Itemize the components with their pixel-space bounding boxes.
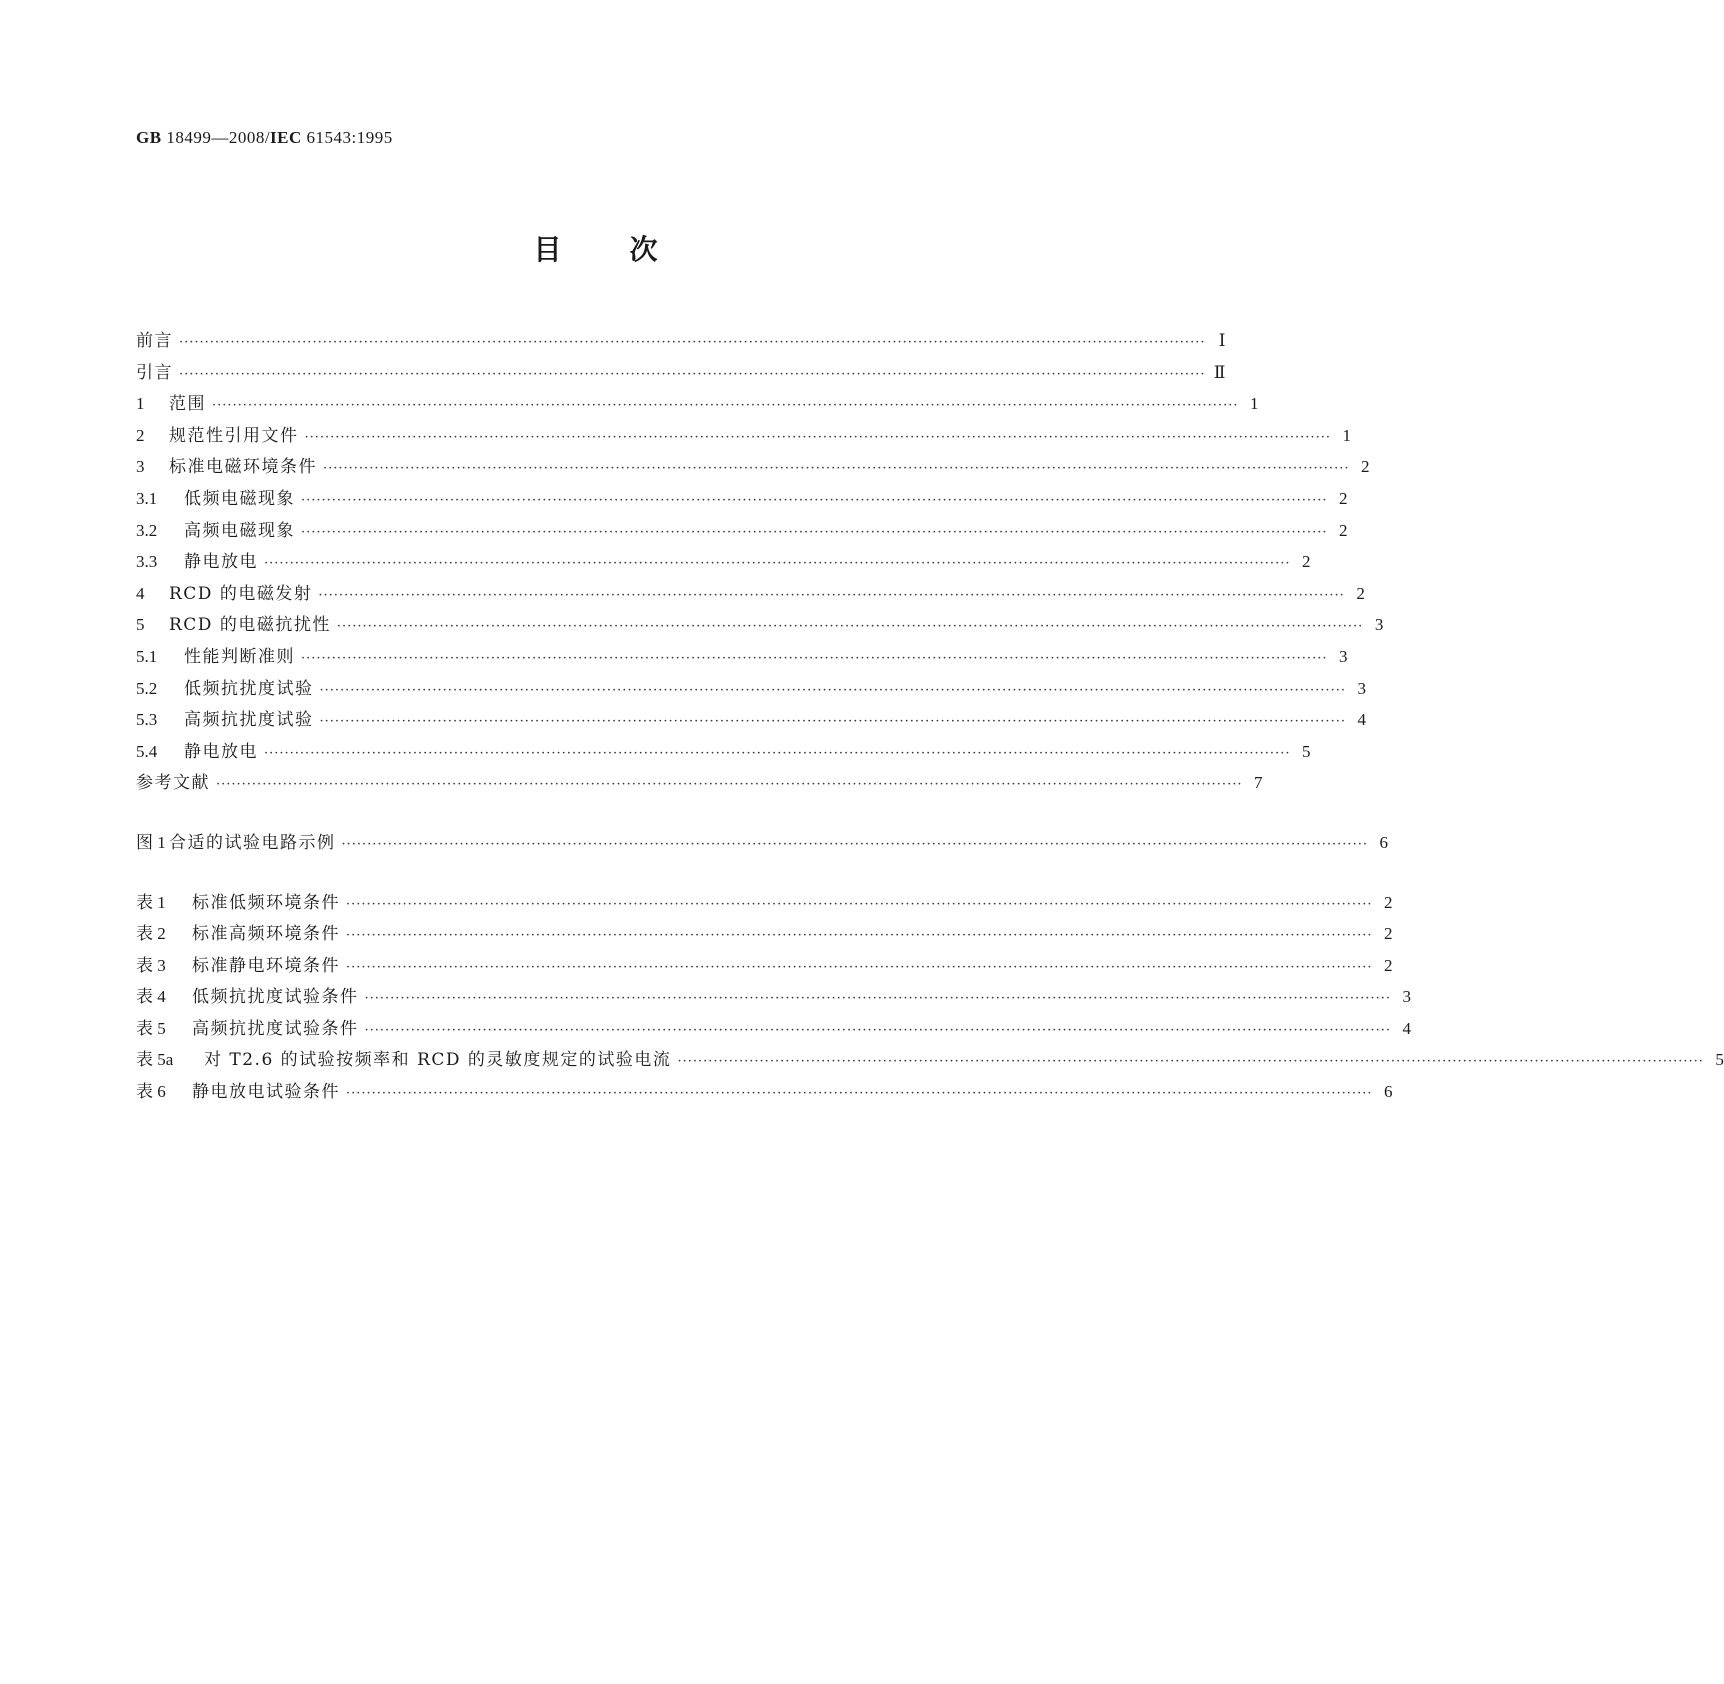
toc-dot-leader: ········································································································································································································ bbox=[216, 777, 1243, 793]
toc-entry-label: RCD 的电磁抗扰性 bbox=[169, 615, 331, 636]
toc-entry-label: 低频抗扰度试验条件 bbox=[192, 987, 359, 1008]
toc-entry[interactable] bbox=[136, 610, 1384, 642]
toc-entry[interactable] bbox=[136, 452, 1370, 484]
toc-entry-page-number: 2 bbox=[1383, 955, 1393, 975]
page-title: 目次 bbox=[533, 233, 726, 266]
toc-entry-number: 表 3 bbox=[136, 955, 166, 975]
toc-entry[interactable] bbox=[136, 326, 1226, 358]
toc-entry-label: 范围 bbox=[169, 394, 206, 415]
toc-entry[interactable] bbox=[136, 484, 1348, 516]
toc-entry-number: 5.2 bbox=[136, 678, 158, 698]
toc-entry-page-number: 4 bbox=[1402, 1018, 1411, 1038]
toc-entry-page-number: 2 bbox=[1360, 457, 1370, 477]
toc-entry-page-number: 7 bbox=[1253, 773, 1263, 793]
toc-dot-leader: ········································································································································································································ bbox=[179, 335, 1206, 350]
toc-dot-leader: ········································································································································································································ bbox=[346, 896, 1373, 912]
toc-entry-number: 4 bbox=[136, 583, 145, 603]
toc-entry[interactable] bbox=[136, 421, 1351, 453]
iec-number: 61543:1995 bbox=[306, 128, 393, 147]
toc-entry-number: 图 1 bbox=[136, 832, 166, 852]
toc-entry[interactable] bbox=[136, 516, 1348, 548]
toc-entry-page-number: 2 bbox=[1338, 520, 1348, 540]
toc-entry-page-number: 6 bbox=[1379, 832, 1388, 852]
toc-dot-leader: ········································································································································································································ bbox=[336, 619, 1364, 635]
toc-entry-page-number: 1 bbox=[1342, 425, 1351, 445]
toc-entry-label: 静电放电 bbox=[184, 552, 258, 573]
toc-entry-number: 5 bbox=[136, 615, 145, 635]
standard-code-header bbox=[136, 128, 393, 148]
toc-entry[interactable] bbox=[136, 1014, 1411, 1046]
toc-entry-page-number: 3 bbox=[1338, 646, 1348, 666]
gb-prefix: GB bbox=[136, 128, 162, 147]
toc-entry[interactable] bbox=[136, 768, 1263, 800]
toc-entry-number: 表 2 bbox=[136, 924, 166, 944]
toc-entry-number: 表 6 bbox=[136, 1082, 166, 1102]
toc-dot-leader: ········································································································································································································ bbox=[301, 524, 1328, 540]
toc-entry-page-number: 5 bbox=[1301, 741, 1311, 761]
toc-entry-page-number: 6 bbox=[1383, 1082, 1393, 1102]
toc-entry-number: 3 bbox=[136, 457, 145, 477]
toc-entry-page-number: 3 bbox=[1357, 678, 1366, 698]
toc-entry[interactable] bbox=[136, 547, 1311, 579]
toc-entry-label: 高频电磁现象 bbox=[184, 520, 295, 541]
toc-entry-label: 参考文献 bbox=[136, 773, 210, 794]
toc-entry[interactable] bbox=[136, 674, 1366, 706]
toc-entry-page-number: 2 bbox=[1383, 892, 1393, 912]
toc-entry[interactable] bbox=[136, 642, 1348, 674]
toc-dot-leader: ········································································································································································································ bbox=[301, 492, 1328, 508]
toc-entry[interactable] bbox=[136, 737, 1311, 769]
toc-entry-label: 性能判断准则 bbox=[184, 646, 295, 667]
toc-dot-leader: ········································································································································································································ bbox=[346, 928, 1373, 944]
toc-entry-label: 静电放电 bbox=[184, 741, 258, 762]
toc-entry-label: 前言 bbox=[136, 331, 173, 351]
toc-dot-leader: ········································································································································································································ bbox=[304, 429, 1331, 445]
toc-dot-leader: ········································································································································································································ bbox=[341, 836, 1368, 852]
toc-entry-page-number: 1 bbox=[1249, 394, 1259, 414]
toc-entry-number: 5.4 bbox=[136, 741, 158, 761]
toc-entry-number: 3.3 bbox=[136, 552, 158, 572]
toc-dot-leader: ········································································································································································································ bbox=[346, 1086, 1373, 1102]
toc-entry-number: 表 4 bbox=[136, 987, 166, 1007]
toc-entry-page-number: 2 bbox=[1338, 488, 1348, 508]
toc-entry[interactable] bbox=[136, 828, 1388, 860]
toc-entry-label: 标准静电环境条件 bbox=[192, 955, 340, 976]
toc-entry-number: 表 1 bbox=[136, 892, 166, 912]
toc-entry-label: 高频抗扰度试验条件 bbox=[192, 1018, 359, 1039]
toc-entry-page-number: 4 bbox=[1357, 710, 1366, 730]
toc-dot-leader: ········································································································································································································ bbox=[179, 366, 1206, 382]
toc-dot-leader: ········································································································································································································ bbox=[364, 1022, 1391, 1038]
toc-dot-leader: ········································································································································································································ bbox=[346, 959, 1373, 975]
toc-entry-number: 表 5 bbox=[136, 1018, 166, 1038]
toc-entry[interactable] bbox=[136, 888, 1393, 920]
toc-entry-number: 表 5a bbox=[136, 1050, 174, 1070]
toc-entry-page-number: Ⅰ bbox=[1218, 331, 1226, 350]
toc-dot-leader: ········································································································································································································ bbox=[212, 398, 1239, 414]
iec-prefix: IEC bbox=[270, 128, 302, 147]
toc-entry[interactable] bbox=[136, 951, 1393, 983]
toc-entry-label: 标准高频环境条件 bbox=[192, 924, 340, 945]
toc-entry-number: 3.1 bbox=[136, 488, 158, 508]
toc-entry-number: 5.3 bbox=[136, 710, 158, 730]
toc-entry[interactable] bbox=[136, 982, 1411, 1014]
toc-entry-page-number: Ⅱ bbox=[1213, 362, 1226, 382]
toc-dot-leader: ········································································································································································································ bbox=[677, 1054, 1704, 1070]
toc-dot-leader: ········································································································································································································ bbox=[301, 650, 1328, 666]
toc-entry[interactable] bbox=[136, 358, 1226, 390]
toc-entry[interactable] bbox=[136, 579, 1365, 611]
table-of-contents bbox=[136, 326, 1724, 1109]
toc-entry-label: 高频抗扰度试验 bbox=[184, 710, 314, 731]
toc-dot-leader: ········································································································································································································ bbox=[319, 714, 1346, 730]
toc-entry-label: 合适的试验电路示例 bbox=[169, 832, 336, 853]
toc-entry-page-number: 3 bbox=[1402, 987, 1411, 1007]
toc-dot-leader: ········································································································································································································ bbox=[319, 682, 1346, 698]
toc-entry[interactable] bbox=[136, 919, 1393, 951]
toc-entry-label: 静电放电试验条件 bbox=[192, 1082, 340, 1103]
toc-dot-leader: ········································································································································································································ bbox=[364, 991, 1391, 1007]
toc-entry[interactable] bbox=[136, 705, 1366, 737]
toc-dot-leader: ········································································································································································································ bbox=[264, 745, 1291, 761]
toc-entry-page-number: 2 bbox=[1301, 552, 1311, 572]
toc-entry-label: 对 T2.6 的试验按频率和 RCD 的灵敏度规定的试验电流 bbox=[204, 1050, 672, 1071]
toc-entry-label: 标准低频环境条件 bbox=[192, 892, 340, 913]
section-spacer bbox=[136, 860, 1058, 888]
toc-dot-leader: ········································································································································································································ bbox=[264, 556, 1291, 572]
toc-entry-number: 3.2 bbox=[136, 520, 158, 540]
toc-entry-label: 引言 bbox=[136, 362, 173, 383]
toc-entry-number: 5.1 bbox=[136, 646, 158, 666]
toc-entry-label: 低频电磁现象 bbox=[184, 488, 295, 509]
toc-entry-page-number: 5 bbox=[1715, 1050, 1724, 1070]
toc-entry-page-number: 2 bbox=[1356, 583, 1365, 603]
toc-entry-page-number: 3 bbox=[1374, 615, 1384, 635]
toc-entry[interactable] bbox=[136, 1045, 1724, 1077]
toc-entry-number: 1 bbox=[136, 394, 145, 414]
toc-entry-label: 标准电磁环境条件 bbox=[169, 457, 317, 478]
standard-number: 18499—2008/ bbox=[166, 128, 271, 147]
section-spacer bbox=[136, 800, 1058, 828]
toc-entry-number: 2 bbox=[136, 425, 145, 445]
toc-dot-leader: ········································································································································································································ bbox=[318, 587, 1345, 603]
toc-entry-page-number: 2 bbox=[1383, 924, 1393, 944]
toc-entry[interactable] bbox=[136, 1077, 1393, 1109]
toc-entry-label: 低频抗扰度试验 bbox=[184, 678, 314, 699]
toc-entry-label: 规范性引用文件 bbox=[169, 425, 299, 446]
toc-entry-label: RCD 的电磁发射 bbox=[169, 583, 313, 604]
toc-dot-leader: ········································································································································································································ bbox=[323, 461, 1350, 477]
toc-entry[interactable] bbox=[136, 389, 1259, 421]
